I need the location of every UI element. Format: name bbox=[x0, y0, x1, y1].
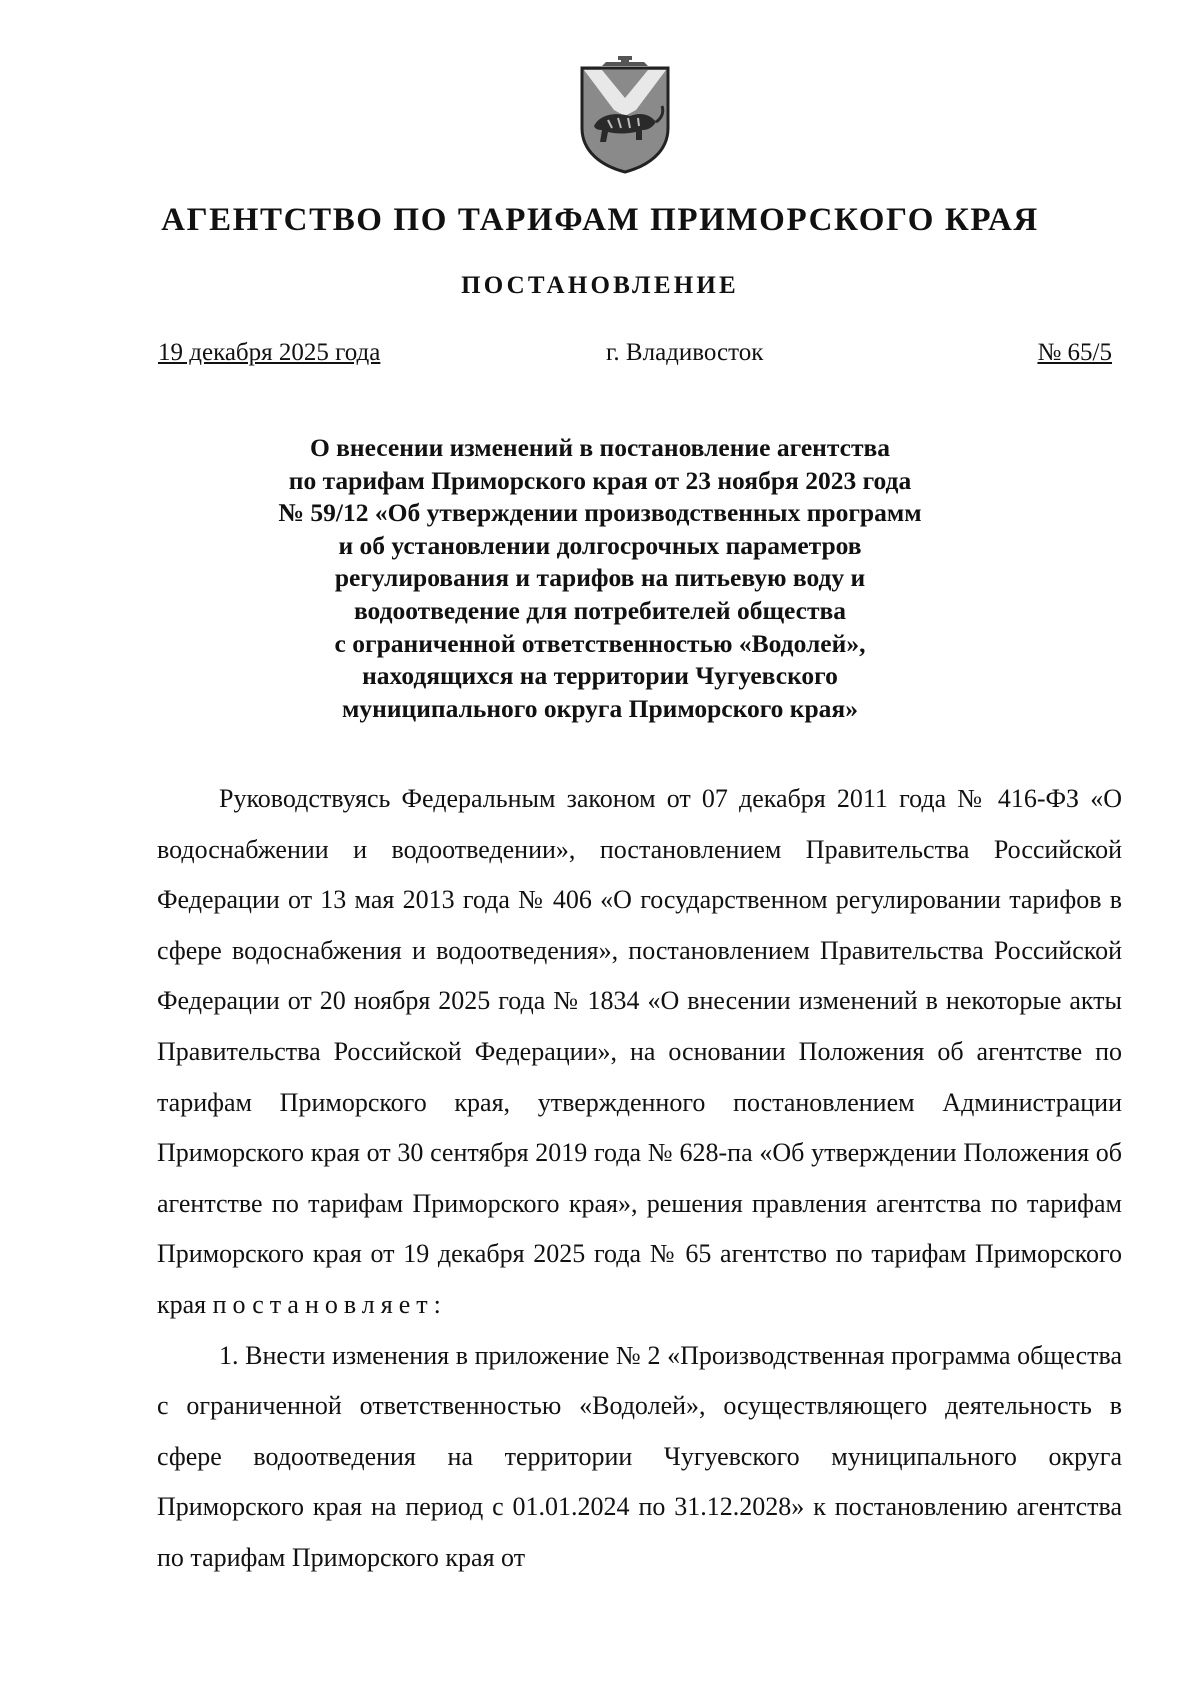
title-line: регулирования и тарифов на питьевую воду и bbox=[334, 563, 866, 593]
title-line: по тарифам Приморского края от 23 ноября 2023 года bbox=[288, 465, 912, 495]
coat-of-arms-icon bbox=[578, 56, 672, 174]
clause-1-paragraph: 1. Внести изменения в приложение № 2 «Производственная программа общества с ограниченной ответственностью «Водолей», осуществляющего деятельность в сфере водоотведения на территории Чугуевского муниципального округа Приморского края на период с 01.01.2024 по 31.12.2028» к постановлению агентства по тарифам Приморского края от bbox=[157, 1340, 1122, 1572]
preamble-paragraph bbox=[157, 774, 1122, 1331]
title-line: находящихся на территории Чугуевского bbox=[362, 661, 838, 691]
title-line: и об установлении долгосрочных параметров bbox=[338, 530, 862, 560]
emblem-crown bbox=[602, 56, 648, 66]
title-line: муниципального округа Приморского края» bbox=[342, 693, 858, 723]
document-body bbox=[157, 774, 1122, 1584]
title-line: водоотведение для потребителей общества bbox=[353, 595, 847, 625]
resolves-word: постановляет: bbox=[212, 1289, 447, 1319]
title-line: с ограниченной ответственностью «Водолей», bbox=[334, 628, 866, 658]
title-line: № 59/12 «Об утверждении производственных программ bbox=[278, 498, 922, 528]
document-city: г. Владивосток bbox=[606, 339, 764, 366]
preamble-text: Руководствуясь Федеральным законом от 07 декабря 2011 года № 416-ФЗ «О водоснабжении и водоотведении», постановлением Правительства Российской Федерации от 13 мая 2013 года № 406 «О государственном регулировании тарифов в сфере водоснабжения и водоотведения», постановлением Правительства Российской Федерации от 20 ноября 2025 года № 1834 «О внесении изменений в некоторые акты Правительства Российской Федерации», на основании Положения об агентстве по тарифам Приморского края, утвержденного постановлением Администрации Приморского края от 30 сентября 2019 года № 628-па «Об утверждении Положения об агентстве по тарифам Приморского края», решения правления агентства по тарифам Приморского края от 19 декабря 2025 года № 65 агентство по тарифам Приморского края bbox=[157, 784, 1122, 1319]
document-type: ПОСТАНОВЛЕНИЕ bbox=[461, 272, 739, 299]
title-line: О внесении изменений в постановление агентства bbox=[309, 433, 891, 462]
document-date: 19 декабря 2025 года bbox=[158, 339, 381, 366]
document-number: № 65/5 bbox=[1037, 339, 1112, 366]
document-title bbox=[150, 432, 1050, 725]
agency-name: АГЕНТСТВО ПО ТАРИФАМ ПРИМОРСКОГО КРАЯ bbox=[161, 202, 1039, 238]
